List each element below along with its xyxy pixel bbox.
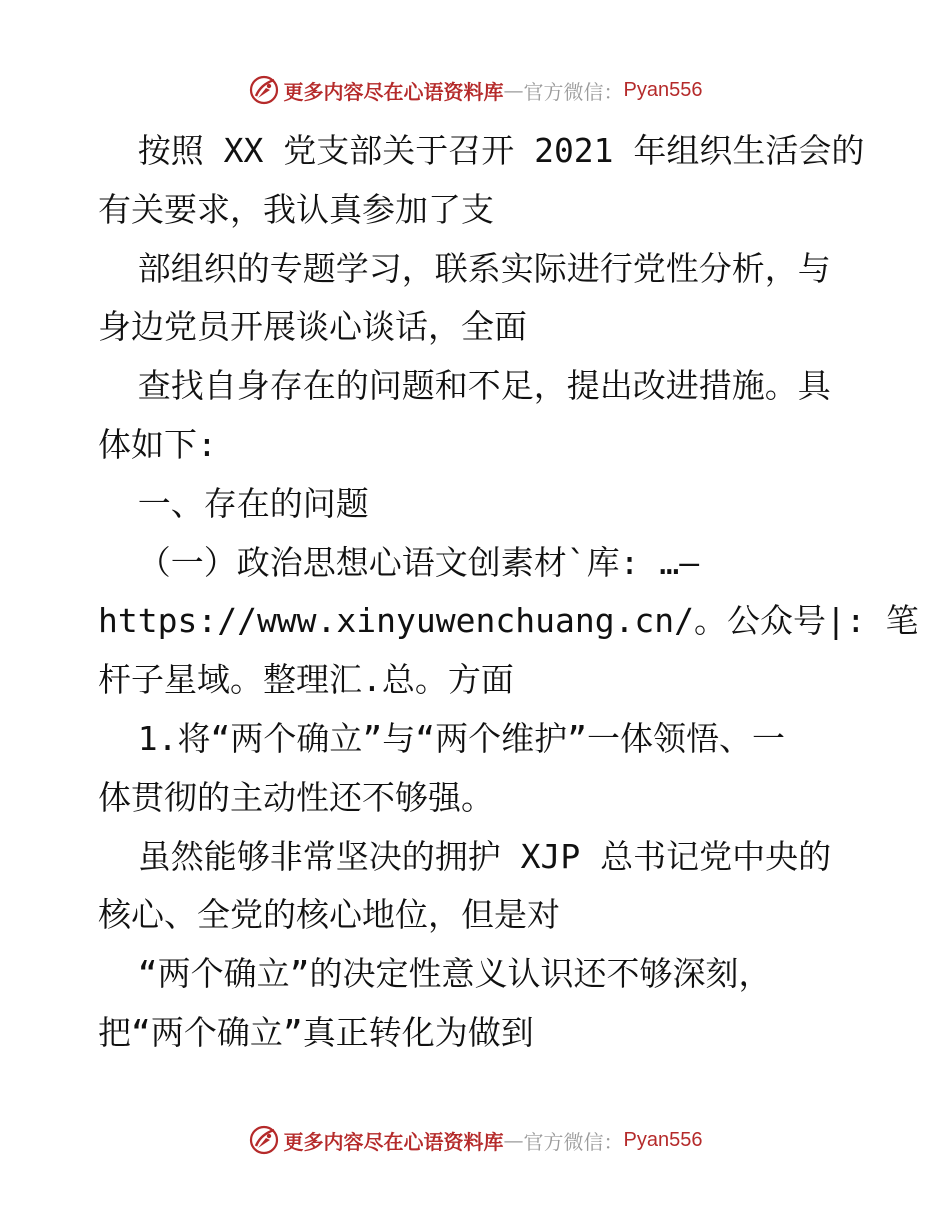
body-line: 查找自身存在的问题和不足，提出改进措施。具	[98, 366, 831, 406]
watermark-gray-text: 官方微信：	[523, 1129, 624, 1154]
watermark-red-text: 更多内容尽在心语资料库	[283, 1129, 504, 1154]
body-line: “两个确立”的决定性意义认识还不够深刻，	[98, 954, 772, 994]
body-line: 把“两个确立”真正转化为做到	[98, 1012, 534, 1052]
watermark-banner-top	[0, 70, 950, 110]
watermark-gray-text: 官方微信：	[523, 79, 624, 104]
watermark-banner-bottom	[0, 1120, 950, 1160]
watermark-dash: —	[503, 1128, 524, 1152]
body-line: 部组织的专题学习，联系实际进行党性分析，与	[98, 248, 831, 288]
body-line: https://www.xinyuwenchuang.cn/。公众号|: 笔	[98, 601, 919, 641]
watermark-wechat-id: Pyan556	[623, 78, 703, 101]
pen-logo-icon	[248, 1124, 280, 1156]
numbered-item: 1.将“两个确立”与“两个维护”一体领悟、一	[98, 718, 785, 758]
subsection-heading: （一）政治思想心语文创素材`库: …—	[98, 542, 700, 582]
body-line: 杆子星域。整理汇.总。方面	[98, 660, 514, 700]
document-body	[98, 122, 919, 1063]
watermark-wechat-id: Pyan556	[623, 1128, 703, 1151]
watermark-red-text: 更多内容尽在心语资料库	[283, 79, 504, 104]
section-heading: 一、存在的问题	[98, 483, 369, 523]
pen-logo-icon	[248, 74, 280, 106]
body-line: 按照 XX 党支部关于召开 2021 年组织生活会的	[98, 131, 865, 170]
watermark-dash: —	[503, 78, 524, 102]
body-line: 身边党员开展谈心谈话，全面	[98, 307, 527, 347]
body-line: 虽然能够非常坚决的拥护 XJP 总书记党中央的	[98, 836, 832, 876]
body-line: 有关要求，我认真参加了支	[98, 189, 494, 229]
body-line: 体贯彻的主动性还不够强。	[98, 777, 494, 817]
body-line: 体如下:	[98, 424, 217, 464]
body-line: 核心、全党的核心地位，但是对	[98, 895, 560, 935]
